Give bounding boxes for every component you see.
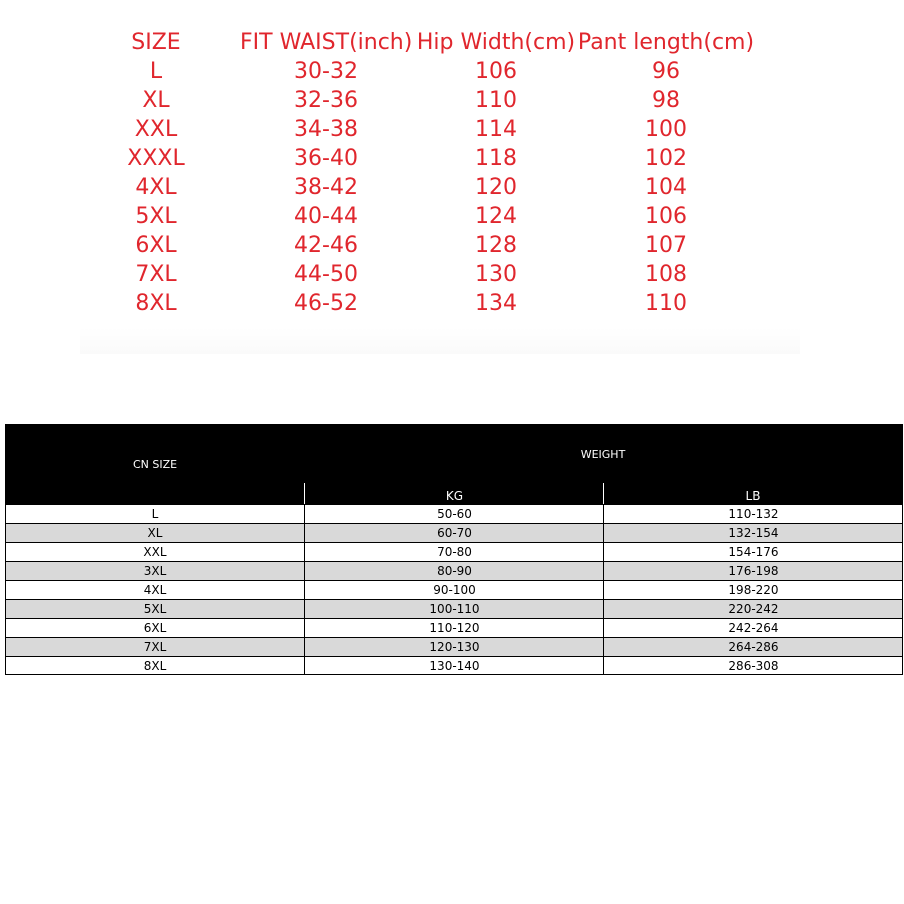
table-cell-size: 8XL	[143, 659, 167, 673]
table-row	[6, 523, 902, 542]
size-chart-cell-length: 102	[645, 146, 687, 171]
size-chart-cell-size: XL	[142, 88, 170, 113]
size-chart-cell-waist: 38-42	[294, 175, 358, 200]
table-cell-kg: 80-90	[304, 562, 604, 580]
size-chart-cell-size: 7XL	[135, 262, 177, 287]
weight-header: WEIGHT	[580, 448, 626, 461]
size-chart-cell-waist: 32-36	[294, 88, 358, 113]
table-cell-lb: 198-220	[603, 581, 903, 599]
size-chart-cell-hip: 134	[475, 291, 517, 316]
table-cell-size: 6XL	[143, 621, 167, 635]
table-cell-kg: 110-120	[304, 619, 604, 637]
cn-size-header: CN SIZE	[132, 458, 178, 471]
size-chart-cell-length: 100	[645, 117, 687, 142]
table-cell-size: L	[151, 507, 159, 521]
table-cell-kg: 100-110	[304, 600, 604, 618]
table-row	[6, 599, 902, 618]
table-row	[6, 561, 902, 580]
table-row	[6, 580, 902, 599]
size-chart-cell-hip: 130	[475, 262, 517, 287]
size-chart-cell-hip: 114	[475, 117, 517, 142]
size-chart-cell-hip: 128	[475, 233, 517, 258]
weight-subheader	[304, 483, 902, 504]
size-chart	[80, 24, 800, 354]
size-chart-header-length: Pant length(cm)	[577, 30, 755, 55]
size-chart-header-size: SIZE	[131, 30, 181, 55]
lb-header: LB	[603, 483, 902, 504]
table-cell-kg: 90-100	[304, 581, 604, 599]
table-cell-size: XXL	[143, 545, 167, 559]
size-chart-cell-length: 106	[645, 204, 687, 229]
size-chart-cell-waist: 30-32	[294, 59, 358, 84]
table-row	[6, 542, 902, 561]
weight-table-header	[6, 425, 902, 504]
size-chart-header-row	[80, 28, 800, 57]
size-chart-cell-waist: 40-44	[294, 204, 358, 229]
size-chart-cell-size: 6XL	[135, 233, 177, 258]
size-chart-cell-length: 107	[645, 233, 687, 258]
size-chart-cell-waist: 44-50	[294, 262, 358, 287]
size-chart-header-hip: Hip Width(cm)	[416, 30, 576, 55]
size-chart-cell-hip: 124	[475, 204, 517, 229]
size-chart-cell-length: 96	[652, 59, 680, 84]
table-cell-lb: 242-264	[603, 619, 903, 637]
size-chart-cell-hip: 118	[475, 146, 517, 171]
size-chart-cell-waist: 34-38	[294, 117, 358, 142]
size-chart-row	[80, 202, 800, 231]
size-chart-cell-length: 110	[645, 291, 687, 316]
table-cell-size: XL	[147, 526, 163, 540]
size-chart-cell-waist: 46-52	[294, 291, 358, 316]
table-cell-lb: 154-176	[603, 543, 903, 561]
table-cell-lb: 132-154	[603, 524, 903, 542]
size-chart-cell-hip: 120	[475, 175, 517, 200]
size-chart-cell-size: XXXL	[127, 146, 185, 171]
table-cell-kg: 120-130	[304, 638, 604, 656]
size-chart-row	[80, 57, 800, 86]
kg-header: KG	[304, 483, 604, 504]
table-row	[6, 637, 902, 656]
table-row	[6, 504, 902, 523]
size-chart-cell-length: 104	[645, 175, 687, 200]
size-chart-cell-size: 8XL	[135, 291, 177, 316]
size-chart-cell-hip: 110	[475, 88, 517, 113]
size-chart-row	[80, 86, 800, 115]
table-cell-size: 7XL	[143, 640, 167, 654]
size-chart-cell-size: 5XL	[135, 204, 177, 229]
size-chart-row	[80, 144, 800, 173]
table-cell-size: 4XL	[143, 583, 167, 597]
size-chart-cell-waist: 36-40	[294, 146, 358, 171]
size-chart-cell-length: 98	[652, 88, 680, 113]
size-chart-row	[80, 115, 800, 144]
table-cell-lb: 264-286	[603, 638, 903, 656]
size-chart-cell-size: L	[149, 59, 163, 84]
size-chart-cell-length: 108	[645, 262, 687, 287]
table-cell-size: 3XL	[143, 564, 167, 578]
size-chart-header-waist: FIT WAIST(inch)	[240, 30, 413, 55]
table-cell-size: 5XL	[143, 602, 167, 616]
table-row	[6, 656, 902, 675]
size-chart-cell-waist: 42-46	[294, 233, 358, 258]
table-cell-kg: 70-80	[304, 543, 604, 561]
size-chart-row	[80, 231, 800, 260]
table-cell-kg: 50-60	[304, 505, 604, 523]
table-row	[6, 618, 902, 637]
table-cell-lb: 286-308	[603, 657, 903, 675]
table-cell-lb: 176-198	[603, 562, 903, 580]
table-cell-lb: 220-242	[603, 600, 903, 618]
size-chart-cell-size: XXL	[134, 117, 178, 142]
table-cell-lb: 110-132	[603, 505, 903, 523]
weight-table	[5, 424, 903, 675]
table-cell-kg: 60-70	[304, 524, 604, 542]
size-chart-row	[80, 260, 800, 289]
table-cell-kg: 130-140	[304, 657, 604, 675]
size-chart-cell-hip: 106	[475, 59, 517, 84]
size-chart-cell-size: 4XL	[135, 175, 177, 200]
size-chart-row	[80, 289, 800, 318]
size-chart-row	[80, 173, 800, 202]
